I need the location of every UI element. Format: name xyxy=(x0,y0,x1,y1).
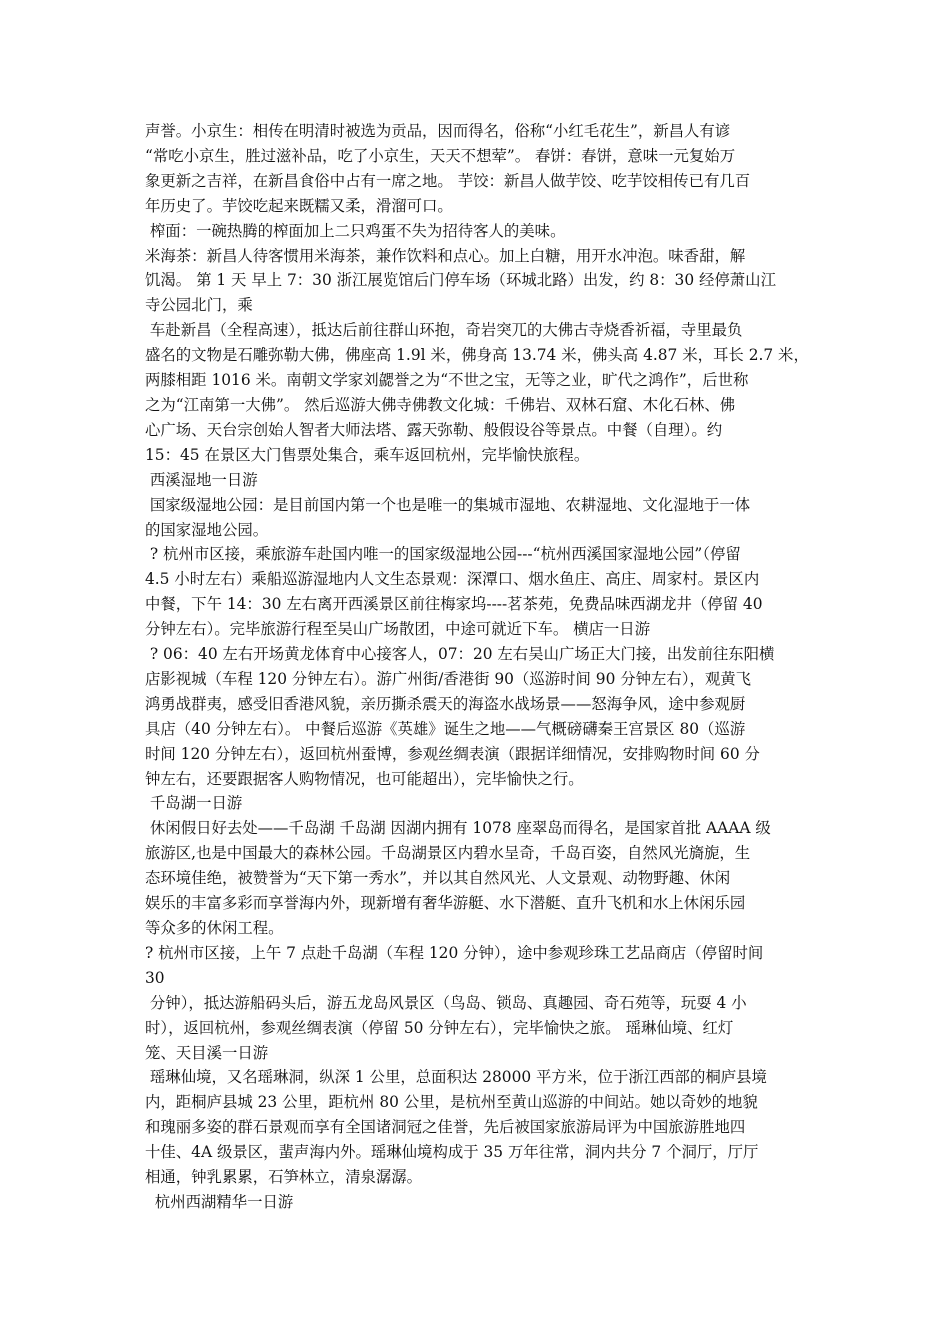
text-line: 4.5 小时左右）乘船巡游湿地内人文生态景观：深潭口、烟水鱼庄、高庄、周家村。景区内 xyxy=(145,570,760,589)
text-line: 十佳、4A 级景区，蜚声海内外。瑶琳仙境构成于 35 万年往常，洞内共分 7 个洞厅，厅厅 xyxy=(145,1143,759,1162)
text-line: ? 06：40 左右开场黄龙体育中心接客人，07：20 左右吴山广场正大门接，出发前往东阳横 xyxy=(145,645,775,664)
text-line: 鸿勇战群夷，感受旧香港风貌，亲历撕杀震天的海盗水战场景——怒海争风，途中参观厨 xyxy=(145,694,746,713)
text-line: 榨面：一碗热腾的榨面加上二只鸡蛋不失为招待客人的美味。 xyxy=(145,221,566,240)
text-line: 之为“江南第一大佛”。 然后巡游大佛寺佛教文化城：千佛岩、双林石窟、木化石林、佛 xyxy=(145,395,736,414)
text-line: 分钟），抵达游船码头后，游五龙岛风景区（鸟岛、锁岛、真趣园、奇石苑等，玩耍 4 小 xyxy=(145,993,747,1012)
text-line: 盛名的文物是石雕弥勒大佛，佛座高 1.9l 米，佛身高 13.74 米，佛头高 4.87 米，耳长 2.7 米， xyxy=(145,346,809,365)
text-line: 象更新之吉祥，在新昌食俗中占有一席之地。 芋饺：新昌人做芋饺、吃芋饺相传已有几百 xyxy=(145,171,751,190)
text-line: 瑶琳仙境，又名瑶琳洞，纵深 1 公里，总面积达 28000 平方米，位于浙江西部的桐庐县境 xyxy=(145,1068,767,1087)
text-line: 具店（40 分钟左右）。 中餐后巡游《英雄》诞生之地——气概磅礴秦王宫景区 80（巡游 xyxy=(145,719,746,738)
text-line: 态环境佳绝，被赞誉为“天下第一秀水”，并以其自然风光、人文景观、动物野趣、休闲 xyxy=(145,869,731,888)
text-line: 的国家湿地公园。 xyxy=(145,520,269,539)
text-line: 相通，钟乳累累，石笋林立，清泉潺潺。 xyxy=(145,1168,423,1187)
text-line: 笼、天目溪一日游 xyxy=(145,1043,269,1062)
text-line: 寺公园北门，乘 xyxy=(145,296,253,315)
text-line: ? 杭州市区接，上午 7 点赴千岛湖（车程 120 分钟），途中参观珍珠工艺品商店（停留时间 xyxy=(145,943,764,962)
text-line: 时间 120 分钟左右），返回杭州蚕博，参观丝绸表演（跟据详细情况，安排购物时间 60 分 xyxy=(145,744,760,763)
text-line: 时），返回杭州，参观丝绸表演（停留 50 分钟左右），完毕愉快之旅。 瑶琳仙境、红灯 xyxy=(145,1018,734,1037)
text-line: 和瑰丽多姿的群石景观而享有全国诸洞冠之佳誉，先后被国家旅游局评为中国旅游胜地四 xyxy=(145,1118,746,1137)
text-line: ? 杭州市区接，乘旅游车赴国内唯一的国家级湿地公园---“杭州西溪国家湿地公园”（停留 xyxy=(145,545,741,564)
text-line: 车赴新昌（全程高速），抵达后前往群山环抱，奇岩突兀的大佛古寺烧香祈福，寺里最负 xyxy=(145,321,743,340)
text-line: 米海茶：新昌人待客惯用米海茶，兼作饮料和点心。加上白糖，用开水冲泡。味香甜，解 xyxy=(145,246,746,265)
text-line: 饥渴。 第 1 天 早上 7：30 浙江展览馆后门停车场（环城北路）出发，约 8：30 经停萧山江 xyxy=(145,271,776,290)
text-line: 两膝相距 1016 米。南朝文学家刘勰誉之为“不世之宝，无等之业，旷代之鸿作”，后世称 xyxy=(145,371,749,390)
text-line: 30 xyxy=(145,968,165,987)
text-line: 内，距桐庐县城 23 公里，距杭州 80 公里，是杭州至黄山巡游的中间站。她以奇妙的地貌 xyxy=(145,1093,758,1112)
text-line: 杭州西湖精华一日游 xyxy=(145,1192,294,1211)
text-line: 国家级湿地公园：是目前国内第一个也是唯一的集城市湿地、农耕湿地、文化湿地于一体 xyxy=(145,495,751,514)
text-line: 钟左右，还要跟据客人购物情况，也可能超出），完毕愉快之行。 xyxy=(145,769,584,788)
text-line: 店影视城（车程 120 分钟左右）。游广州街/香港街 90（巡游时间 90 分钟左右），观黄飞 xyxy=(145,669,752,688)
text-line: 娱乐的丰富多彩而享誉海内外，现新增有奢华游艇、水下潜艇、直升飞机和水上休闲乐园 xyxy=(145,894,746,913)
text-line: 15：45 在景区大门售票处集合，乘车返回杭州，完毕愉快旅程。 xyxy=(145,445,590,464)
text-line: 旅游区,也是中国最大的森林公园。千岛湖景区内碧水呈奇，千岛百姿，自然风光旖旎，生 xyxy=(145,844,751,863)
text-line: 心广场、天台宗创始人智者大师法塔、露天弥勒、般假设谷等景点。中餐（自理）。约 xyxy=(145,420,723,439)
text-line: 西溪湿地一日游 xyxy=(145,470,258,489)
document-page xyxy=(145,119,809,1215)
text-line: “常吃小京生，胜过滋补品，吃了小京生，天天不想荤”。 春饼：春饼，意味一元复始万 xyxy=(145,146,736,165)
text-line: 千岛湖一日游 xyxy=(145,794,243,813)
text-line: 中餐，下午 14：30 左右离开西溪景区前往梅家坞----茗茶苑，免费品味西湖龙井（停留 40 xyxy=(145,595,763,614)
text-line: 年历史了。芋饺吃起来既糯又柔，滑溜可口。 xyxy=(145,196,453,215)
text-line: 等众多的休闲工程。 xyxy=(145,919,284,937)
text-line: 休闲假日好去处——千岛湖 千岛湖 因湖内拥有 1078 座翠岛而得名，是国家首批 AAAA 级 xyxy=(145,819,771,838)
text-line: 分钟左右）。完毕旅游行程至吴山广场散团，中途可就近下车。 横店一日游 xyxy=(145,620,651,639)
text-line: 声誉。小京生：相传在明清时被选为贡品，因而得名，俗称“小红毛花生”，新昌人有谚 xyxy=(145,122,731,140)
